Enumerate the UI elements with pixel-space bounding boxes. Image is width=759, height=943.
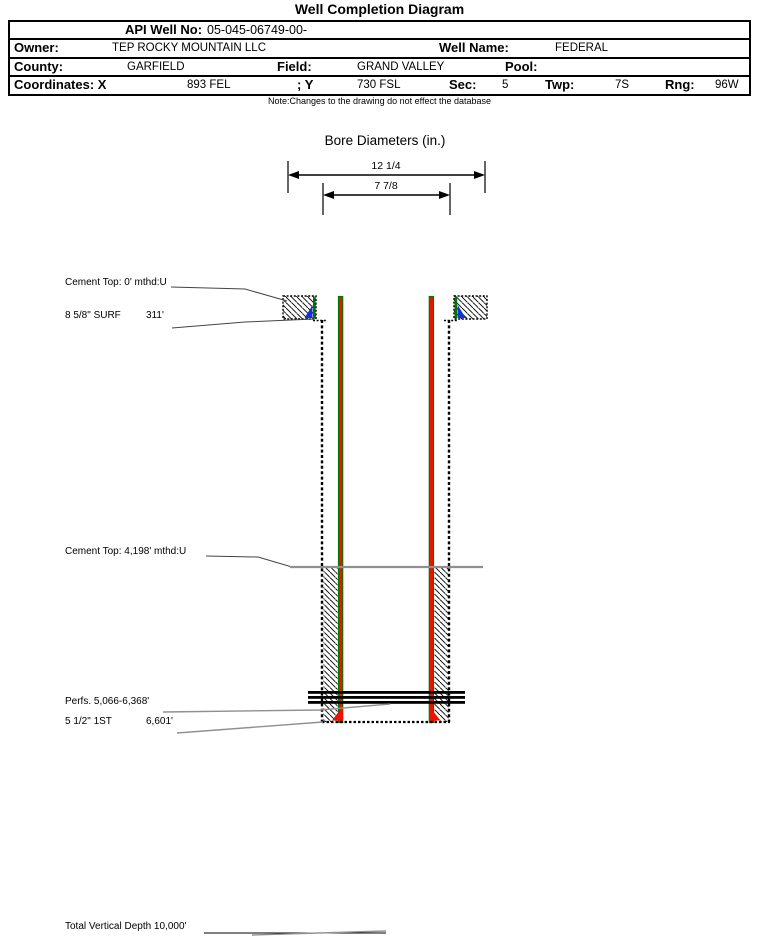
leader-perforations bbox=[163, 704, 390, 712]
well-name-label: Well Name: bbox=[439, 40, 509, 55]
bore-diameters-title: Bore Diameters (in.) bbox=[324, 133, 446, 148]
surface-casing-right bbox=[455, 297, 458, 319]
coordinates-x-value: 893 FEL bbox=[187, 79, 231, 91]
well-name-value: FEDERAL bbox=[555, 42, 609, 54]
arrowhead-left-icon bbox=[323, 191, 334, 199]
leader-surface-casing bbox=[172, 319, 314, 328]
field-value: GRAND VALLEY bbox=[357, 61, 445, 73]
leader-production-casing bbox=[177, 722, 323, 733]
production-casing-depth: 6,601' bbox=[146, 716, 173, 727]
api-well-no-value: 05-045-06749-00- bbox=[207, 23, 308, 37]
page-title: Well Completion Diagram bbox=[294, 1, 465, 17]
rng-value: 96W bbox=[715, 79, 739, 91]
coordinates-label: Coordinates: X bbox=[14, 77, 107, 92]
arrowhead-left-icon bbox=[288, 171, 299, 179]
owner-value: TEP ROCKY MOUNTAIN LLC bbox=[112, 42, 267, 54]
perforation-lines bbox=[308, 691, 465, 704]
production-casing-right bbox=[429, 297, 433, 723]
coordinates-y-value: 730 FSL bbox=[357, 79, 401, 91]
bore-dimension-inner bbox=[323, 180, 450, 215]
arrowhead-right-icon bbox=[474, 171, 485, 179]
outer-diameter-label: 12 1/4 bbox=[371, 160, 401, 172]
sec-label: Sec: bbox=[449, 77, 477, 92]
twp-value: 7S bbox=[615, 79, 630, 91]
field-label: Field: bbox=[277, 59, 312, 74]
cement-top-production-label: Cement Top: 4,198' mthd:U bbox=[65, 546, 187, 557]
coordinates-y-label: ; Y bbox=[297, 77, 314, 92]
total-vertical-depth-label: Total Vertical Depth 10,000' bbox=[65, 921, 187, 932]
county-label: County: bbox=[14, 59, 64, 74]
twp-label: Twp: bbox=[545, 77, 575, 92]
leader-cement-top-production bbox=[206, 556, 292, 567]
owner-label: Owner: bbox=[14, 40, 59, 55]
leader-cement-top-surface bbox=[171, 287, 287, 301]
production-cement-left bbox=[324, 568, 338, 722]
perforations-label: Perfs. 5,066-6,368' bbox=[65, 696, 150, 707]
surface-casing-label: 8 5/8" SURF bbox=[65, 310, 121, 321]
sec-value: 5 bbox=[502, 79, 509, 91]
pool-label: Pool: bbox=[505, 59, 538, 74]
county-value: GARFIELD bbox=[127, 61, 185, 73]
production-cement-right bbox=[435, 568, 449, 722]
rng-label: Rng: bbox=[665, 77, 695, 92]
inner-diameter-label: 7 7/8 bbox=[374, 180, 398, 192]
cement-top-surface-label: Cement Top: 0' mthd:U bbox=[65, 277, 167, 288]
surface-casing-depth: 311' bbox=[146, 310, 164, 321]
production-casing-left bbox=[339, 297, 343, 723]
database-note: Note:Changes to the drawing do not effect the database bbox=[268, 96, 491, 106]
production-casing-label: 5 1/2" 1ST bbox=[65, 716, 112, 727]
surface-casing-left bbox=[313, 297, 316, 319]
arrowhead-right-icon bbox=[439, 191, 450, 199]
api-well-no-label: API Well No: bbox=[125, 22, 203, 37]
